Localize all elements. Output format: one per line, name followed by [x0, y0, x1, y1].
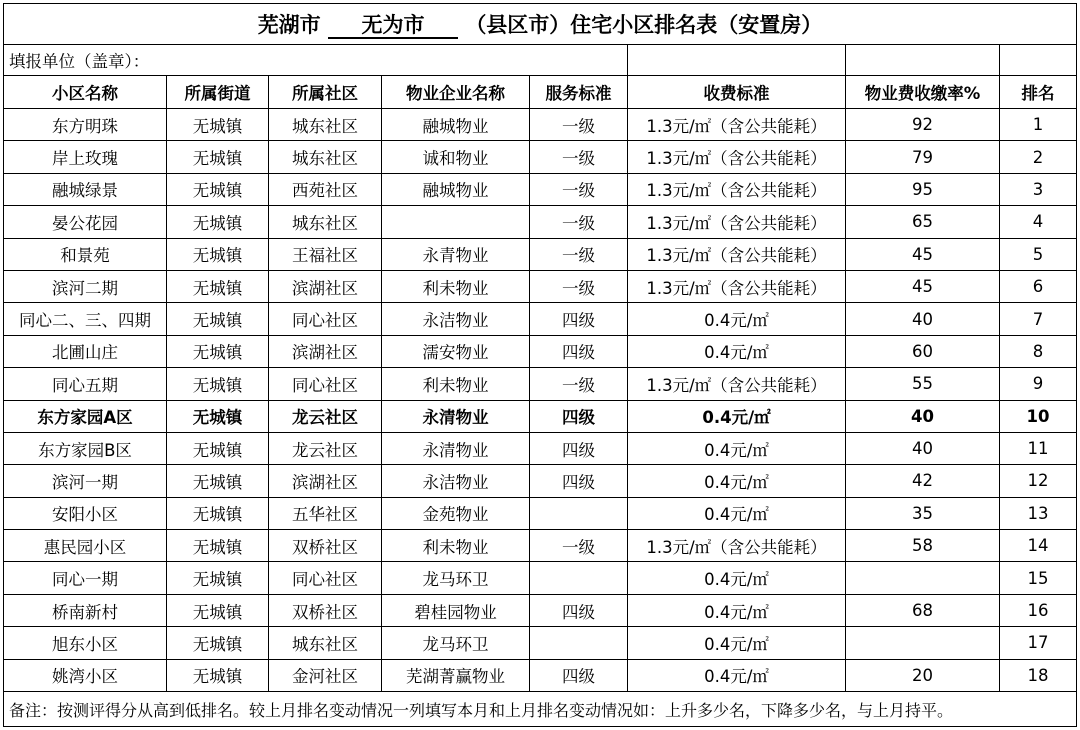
cell-street: 无城镇 [167, 432, 269, 464]
cell-rate: 40 [846, 432, 1000, 464]
cell-community: 滨湖社区 [269, 335, 382, 367]
cell-level [530, 627, 628, 659]
cell-rate [846, 627, 1000, 659]
cell-company: 濡安物业 [382, 335, 530, 367]
cell-name: 桥南新村 [4, 594, 167, 626]
cell-name: 旭东小区 [4, 627, 167, 659]
cell-street: 无城镇 [167, 497, 269, 529]
col-header-name: 小区名称 [4, 76, 167, 109]
cell-community: 龙云社区 [269, 400, 382, 432]
cell-rate: 95 [846, 173, 1000, 205]
cell-fee: 0.4元/㎡ [628, 432, 846, 464]
cell-street: 无城镇 [167, 206, 269, 238]
cell-fee: 1.3元/㎡（含公共能耗） [628, 173, 846, 205]
cell-rate: 60 [846, 335, 1000, 367]
cell-community: 城东社区 [269, 109, 382, 141]
cell-level: 一级 [530, 109, 628, 141]
cell-fee: 0.4元/㎡ [628, 303, 846, 335]
table-row [4, 303, 1077, 335]
cell-rate: 65 [846, 206, 1000, 238]
cell-name: 滨河一期 [4, 465, 167, 497]
table-row [4, 270, 1077, 302]
cell-rank: 11 [1000, 432, 1077, 464]
cell-company: 金苑物业 [382, 497, 530, 529]
cell-rate: 45 [846, 270, 1000, 302]
cell-level [530, 497, 628, 529]
cell-street: 无城镇 [167, 465, 269, 497]
cell-name: 姚湾小区 [4, 659, 167, 691]
title-suffix: （县区市）住宅小区排名表（安置房） [465, 13, 823, 37]
table-row [4, 368, 1077, 400]
cell-rank: 17 [1000, 627, 1077, 659]
cell-name: 同心二、三、四期 [4, 303, 167, 335]
cell-company: 利未物业 [382, 368, 530, 400]
table-row [4, 206, 1077, 238]
cell-street: 无城镇 [167, 335, 269, 367]
report-unit-blank-rank [1000, 45, 1077, 76]
table-row [4, 432, 1077, 464]
cell-rate: 42 [846, 465, 1000, 497]
cell-company: 永清物业 [382, 432, 530, 464]
cell-fee: 0.4元/㎡ [628, 465, 846, 497]
table-row [4, 465, 1077, 497]
cell-level: 一级 [530, 270, 628, 302]
report-unit-row [4, 45, 1077, 76]
cell-rank: 18 [1000, 659, 1077, 691]
cell-street: 无城镇 [167, 627, 269, 659]
cell-company: 利未物业 [382, 270, 530, 302]
cell-level: 四级 [530, 465, 628, 497]
cell-street: 无城镇 [167, 400, 269, 432]
cell-company: 诚和物业 [382, 141, 530, 173]
cell-company: 永洁物业 [382, 303, 530, 335]
cell-fee: 1.3元/㎡（含公共能耗） [628, 238, 846, 270]
cell-company: 融城物业 [382, 173, 530, 205]
cell-fee: 0.4元/㎡ [628, 562, 846, 594]
cell-street: 无城镇 [167, 109, 269, 141]
cell-rank: 4 [1000, 206, 1077, 238]
cell-rate: 45 [846, 238, 1000, 270]
col-header-rate: 物业费收缴率% [846, 76, 1000, 109]
cell-company: 龙马环卫 [382, 627, 530, 659]
cell-rate: 20 [846, 659, 1000, 691]
cell-fee: 1.3元/㎡（含公共能耗） [628, 206, 846, 238]
cell-community: 同心社区 [269, 303, 382, 335]
cell-rank: 10 [1000, 400, 1077, 432]
cell-level: 四级 [530, 400, 628, 432]
table-row [4, 562, 1077, 594]
cell-fee: 0.4元/㎡ [628, 627, 846, 659]
table-row [4, 627, 1077, 659]
col-header-fee: 收费标准 [628, 76, 846, 109]
cell-rate: 79 [846, 141, 1000, 173]
cell-community: 龙云社区 [269, 432, 382, 464]
cell-rank: 8 [1000, 335, 1077, 367]
title-city: 无为市 [328, 13, 458, 39]
cell-name: 融城绿景 [4, 173, 167, 205]
cell-fee: 0.4元/㎡ [628, 497, 846, 529]
cell-rank: 14 [1000, 530, 1077, 562]
cell-rank: 7 [1000, 303, 1077, 335]
cell-level: 一级 [530, 141, 628, 173]
cell-fee: 1.3元/㎡（含公共能耗） [628, 109, 846, 141]
col-header-company: 物业企业名称 [382, 76, 530, 109]
cell-fee: 0.4元/㎡ [628, 594, 846, 626]
table-row [4, 497, 1077, 529]
cell-rank: 6 [1000, 270, 1077, 302]
cell-rank: 1 [1000, 109, 1077, 141]
cell-company: 融城物业 [382, 109, 530, 141]
cell-street: 无城镇 [167, 173, 269, 205]
cell-name: 东方明珠 [4, 109, 167, 141]
page-title [4, 4, 1077, 45]
cell-street: 无城镇 [167, 303, 269, 335]
report-unit-blank-rate [846, 45, 1000, 76]
cell-community: 滨湖社区 [269, 465, 382, 497]
col-header-level: 服务标准 [530, 76, 628, 109]
cell-level: 一级 [530, 173, 628, 205]
cell-rate [846, 562, 1000, 594]
cell-name: 安阳小区 [4, 497, 167, 529]
cell-rate: 35 [846, 497, 1000, 529]
cell-rate: 55 [846, 368, 1000, 400]
cell-street: 无城镇 [167, 270, 269, 302]
cell-community: 滨湖社区 [269, 270, 382, 302]
cell-name: 滨河二期 [4, 270, 167, 302]
cell-level: 四级 [530, 659, 628, 691]
cell-community: 城东社区 [269, 141, 382, 173]
table-row [4, 141, 1077, 173]
report-unit-label: 填报单位（盖章）： [4, 45, 628, 76]
cell-street: 无城镇 [167, 594, 269, 626]
cell-community: 王福社区 [269, 238, 382, 270]
cell-rank: 2 [1000, 141, 1077, 173]
cell-level: 四级 [530, 432, 628, 464]
cell-level: 四级 [530, 335, 628, 367]
cell-community: 双桥社区 [269, 530, 382, 562]
cell-rank: 12 [1000, 465, 1077, 497]
header-row [4, 76, 1077, 109]
table-row [4, 109, 1077, 141]
cell-level: 四级 [530, 594, 628, 626]
title-prefix: 芜湖市 [257, 13, 321, 37]
cell-company: 永青物业 [382, 238, 530, 270]
cell-community: 同心社区 [269, 368, 382, 400]
cell-company: 永洁物业 [382, 465, 530, 497]
title-row [4, 4, 1077, 45]
table-row [4, 173, 1077, 205]
cell-company [382, 206, 530, 238]
cell-fee: 0.4元/㎡ [628, 335, 846, 367]
cell-rank: 16 [1000, 594, 1077, 626]
cell-rate: 92 [846, 109, 1000, 141]
cell-street: 无城镇 [167, 141, 269, 173]
ranking-table [3, 3, 1077, 727]
col-header-street: 所属街道 [167, 76, 269, 109]
cell-name: 晏公花园 [4, 206, 167, 238]
cell-rank: 9 [1000, 368, 1077, 400]
cell-name: 东方家园A区 [4, 400, 167, 432]
table-row [4, 400, 1077, 432]
cell-community: 城东社区 [269, 206, 382, 238]
cell-rank: 13 [1000, 497, 1077, 529]
cell-community: 城东社区 [269, 627, 382, 659]
cell-fee: 0.4元/㎡ [628, 659, 846, 691]
cell-level: 一级 [530, 530, 628, 562]
cell-company: 芜湖菁赢物业 [382, 659, 530, 691]
table-row [4, 530, 1077, 562]
cell-level: 四级 [530, 303, 628, 335]
cell-name: 东方家园B区 [4, 432, 167, 464]
table-row [4, 659, 1077, 691]
cell-community: 西苑社区 [269, 173, 382, 205]
cell-company: 利未物业 [382, 530, 530, 562]
table-row [4, 238, 1077, 270]
cell-level: 一级 [530, 206, 628, 238]
cell-rate: 68 [846, 594, 1000, 626]
table-row [4, 335, 1077, 367]
table-row [4, 594, 1077, 626]
cell-rank: 3 [1000, 173, 1077, 205]
cell-street: 无城镇 [167, 562, 269, 594]
cell-fee: 1.3元/㎡（含公共能耗） [628, 141, 846, 173]
cell-rate: 58 [846, 530, 1000, 562]
cell-rate: 40 [846, 400, 1000, 432]
cell-street: 无城镇 [167, 659, 269, 691]
note-row [4, 692, 1077, 727]
cell-company: 永清物业 [382, 400, 530, 432]
cell-rank: 5 [1000, 238, 1077, 270]
cell-company: 龙马环卫 [382, 562, 530, 594]
cell-name: 岸上玫瑰 [4, 141, 167, 173]
cell-street: 无城镇 [167, 238, 269, 270]
cell-fee: 1.3元/㎡（含公共能耗） [628, 530, 846, 562]
cell-fee: 0.4元/㎡ [628, 400, 846, 432]
report-unit-blank-fee [628, 45, 846, 76]
cell-level: 一级 [530, 368, 628, 400]
cell-name: 同心一期 [4, 562, 167, 594]
cell-street: 无城镇 [167, 530, 269, 562]
cell-rate: 40 [846, 303, 1000, 335]
cell-name: 同心五期 [4, 368, 167, 400]
cell-name: 和景苑 [4, 238, 167, 270]
col-header-rank: 排名 [1000, 76, 1077, 109]
cell-street: 无城镇 [167, 368, 269, 400]
cell-level: 一级 [530, 238, 628, 270]
cell-community: 金河社区 [269, 659, 382, 691]
cell-name: 北圃山庄 [4, 335, 167, 367]
cell-community: 同心社区 [269, 562, 382, 594]
cell-community: 五华社区 [269, 497, 382, 529]
cell-company: 碧桂园物业 [382, 594, 530, 626]
cell-fee: 1.3元/㎡（含公共能耗） [628, 368, 846, 400]
cell-rank: 15 [1000, 562, 1077, 594]
cell-community: 双桥社区 [269, 594, 382, 626]
cell-fee: 1.3元/㎡（含公共能耗） [628, 270, 846, 302]
cell-level [530, 562, 628, 594]
col-header-community: 所属社区 [269, 76, 382, 109]
note-text: 备注：按测评得分从高到低排名。较上月排名变动情况一列填写本月和上月排名变动情况如：上升多少名，下降多少名，与上月持平。 [4, 692, 1077, 727]
cell-name: 惠民园小区 [4, 530, 167, 562]
